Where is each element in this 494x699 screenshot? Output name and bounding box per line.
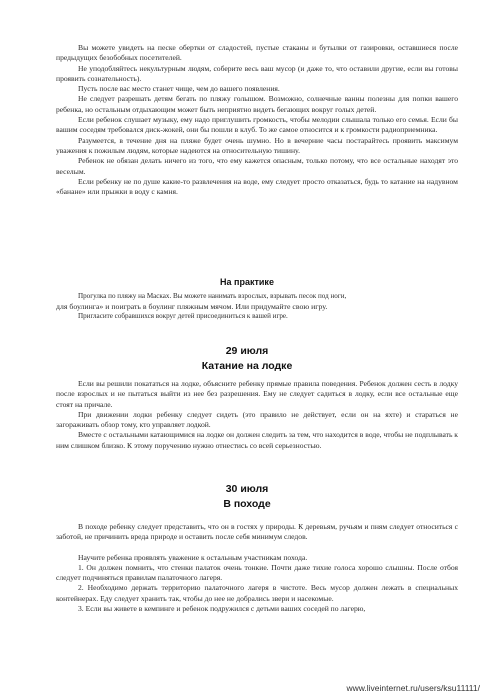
section3-text [56, 522, 458, 614]
paragraph: 1. Он должен помнить, что стенки палаток очень тонкие. Почти даже тихие голоса хорошо слышны. После отбоя следует подчиняться правилам палаточного лагеря. [56, 562, 458, 583]
practice-box [56, 292, 458, 321]
paragraph: Вы можете увидеть на песке обертки от сладостей, пустые стаканы и бутылки от газировки, оставшиеся после предыдущих безобобных посетителей. [56, 43, 458, 63]
paragraph: Не следует разрешать детям бегать по пляжу голышом. Возможно, солнечные ванны полезны для попки вашего ребенка, но остальным отдыхающим может быть неприятно видеть бегающих вокруг голых детей. [56, 94, 458, 114]
paragraph: Научите ребенка проявлять уважение к остальным участникам похода. [78, 552, 308, 562]
section2-date: 29 июля [225, 345, 269, 357]
section3-date: 30 июля [225, 483, 269, 495]
paragraph: Пусть после вас место станет чище, чем до вашего появления. [78, 84, 280, 94]
section2-text [56, 379, 458, 451]
paragraph: Вместе с остальными катающимися на лодке он должен следить за тем, что находится в воде, чтобы не подплывать к ним слишком близко. К этому поручению нужно отнестись со всей серьезностью. [56, 430, 458, 450]
section3-title: В походе [223, 498, 271, 510]
paragraph: При движении лодки ребенку следует сидеть (это правило не действует, если он на яхте) и стараться не загораживать обзор тому, кто управляет лодкой. [56, 409, 458, 430]
paragraph: В походе ребенку следует представить, что он в гостях у природы. К деревьям, ручьям и пням следует относиться с заботой, не причинить вреда природе и оставить после себя минимум следов. [56, 522, 458, 542]
section2-title: Катание на лодке [201, 360, 293, 372]
source-url: www.liveinternet.ru/users/ksu11111/ [346, 683, 480, 693]
section1-text [56, 43, 458, 197]
practice-line: Прогулка по пляжу на Масках. Вы можете нанимать взрослых, взрывать песок под ноги, [78, 292, 347, 300]
paragraph: Если вы решили покататься на лодке, объясните ребенку прямые правила поведения. Ребенок должен сесть в лодку после взрослых и не пытаться выйти из нее без разрешения. Ему не следует садиться в лодку, если все остальные еще стоят на причале. [56, 379, 458, 409]
paragraph: Ребенок не обязан делать ничего из того, что ему кажется опасным, только потому, что все остальные находят это веселым. [56, 156, 458, 176]
practice-heading: На практике [220, 277, 274, 287]
paragraph: Разумеется, в течение дня на пляже будет очень шумно. Но в вечерние часы постарайтесь проявить максимум уважения к пожилым людям, которые надеются на относительную тишину. [56, 135, 458, 155]
paragraph: 2. Необходимо держать территорию палаточного лагеря в чистоте. Весь мусор должен лежать в специальных контейнерах. Еду следует хранить так, чтобы до нее не добрались звери и насекомые. [56, 583, 458, 603]
paragraph: 3. Если вы живете в кемпинге и ребенок подружился с детьми ваших соседей по лагерю, [78, 604, 366, 614]
paragraph: Если ребенок слушает музыку, ему надо приглушить громкость, чтобы мелодии слышала только его семья. Если бы вашим соседям требовался диск-жокей, они бы пошли в клуб. То же самое относится и к громкости радиоприемника. [56, 115, 458, 135]
practice-line: для боулинга» и поиграть в боулинг пляжным мячом. Или придумайте свою игру. [56, 301, 328, 311]
practice-line: Пригласите собравшихся вокруг детей присоединиться к вашей игре. [78, 311, 288, 320]
paragraph: Если ребенку не по душе какие-то развлечения на воде, ему следует просто отказаться, будь то катание на надувном «банане» или прыжки в воду с камня. [56, 176, 458, 197]
paragraph: Не уподобляйтесь некультурным людям, соберите весь ваш мусор (и даже то, что оставили другие, если вы готовы проявить сознательность). [56, 63, 458, 83]
